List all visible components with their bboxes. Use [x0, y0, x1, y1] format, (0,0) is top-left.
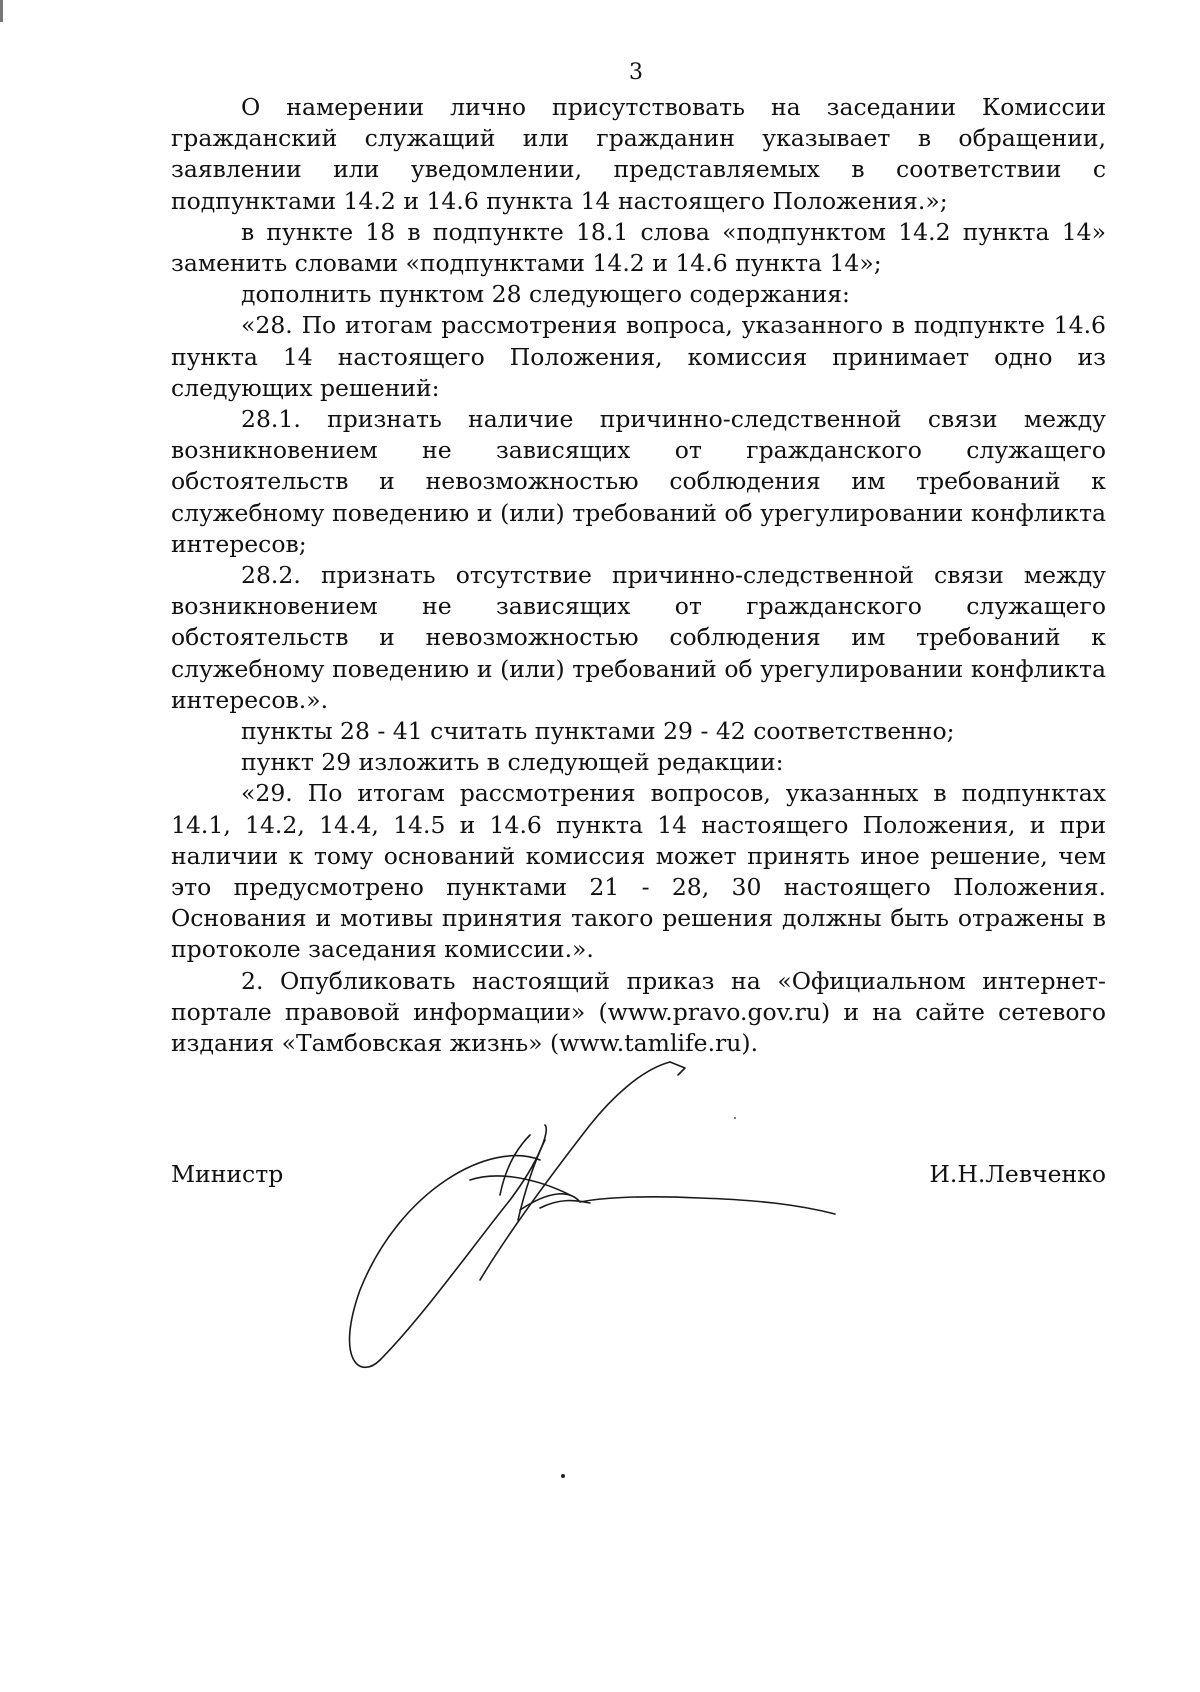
paragraph-5: 28.1. признать наличие причинно-следственной связи между возникновением не зависящих от гражданского служащего обстоятельств и невозможностью соблюдения им требований к служебному поведению и (или) требований об урегулировании конфликта интересов;	[171, 405, 1106, 558]
paragraph-8: пункт 29 изложить в следующей редакции:	[241, 748, 784, 777]
document-body	[171, 92, 1106, 1059]
signatory-position: Министр	[171, 1160, 284, 1188]
paragraph-10: 2. Опубликовать настоящий приказ на «Официальном интернет-портале правовой информации» (www.pravo.gov.ru) и на сайте сетевого издания «Тамбовская жизнь» (www.tamlife.ru).	[171, 966, 1106, 1058]
paragraph-7: пункты 28 - 41 считать пунктами 29 - 42 соответственно;	[241, 717, 955, 746]
paragraph-1: О намерении лично присутствовать на заседании Комиссии гражданский служащий или гражданин указывает в обращении, заявлении или уведомлении, представляемых в соответствии с подпунктами 14.2 и 14.6 пункта 14 настоящего Положения.»;	[171, 93, 1106, 215]
paragraph-2: в пункте 18 в подпункте 18.1 слова «подпунктом 14.2 пункта 14» заменить словами «подпунктами 14.2 и 14.6 пункта 14»;	[171, 217, 1106, 278]
signatory-name: И.Н.Левченко	[929, 1160, 1106, 1188]
paragraph-6: 28.2. признать отсутствие причинно-следственной связи между возникновением не зависящих от гражданского служащего обстоятельств и невозможностью соблюдения им требований к служебному поведению и (или) требований об урегулировании конфликта интересов.».	[171, 561, 1106, 714]
scan-dot	[561, 1474, 565, 1478]
page-number: 3	[629, 60, 643, 85]
paragraph-9: «29. По итогам рассмотрения вопросов, указанных в подпунктах 14.1, 14.2, 14.4, 14.5 и 14.6 пункта 14 настоящего Положения, и при наличии к тому оснований комиссия может принять иное решение, чем это предусмотрено пунктами 21 - 28, 30 настоящего Положения. Основания и мотивы принятия такого решения должны быть отражены в протоколе заседания комиссии.».	[171, 779, 1106, 964]
paragraph-3: дополнить пунктом 28 следующего содержания:	[241, 280, 850, 309]
paragraph-4: «28. По итогам рассмотрения вопроса, указанного в подпункте 14.6 пункта 14 настоящего Положения, комиссия принимает одно из следующих решений:	[171, 311, 1106, 402]
scan-edge-mark	[0, 0, 3, 22]
handwritten-signature	[340, 1040, 920, 1400]
